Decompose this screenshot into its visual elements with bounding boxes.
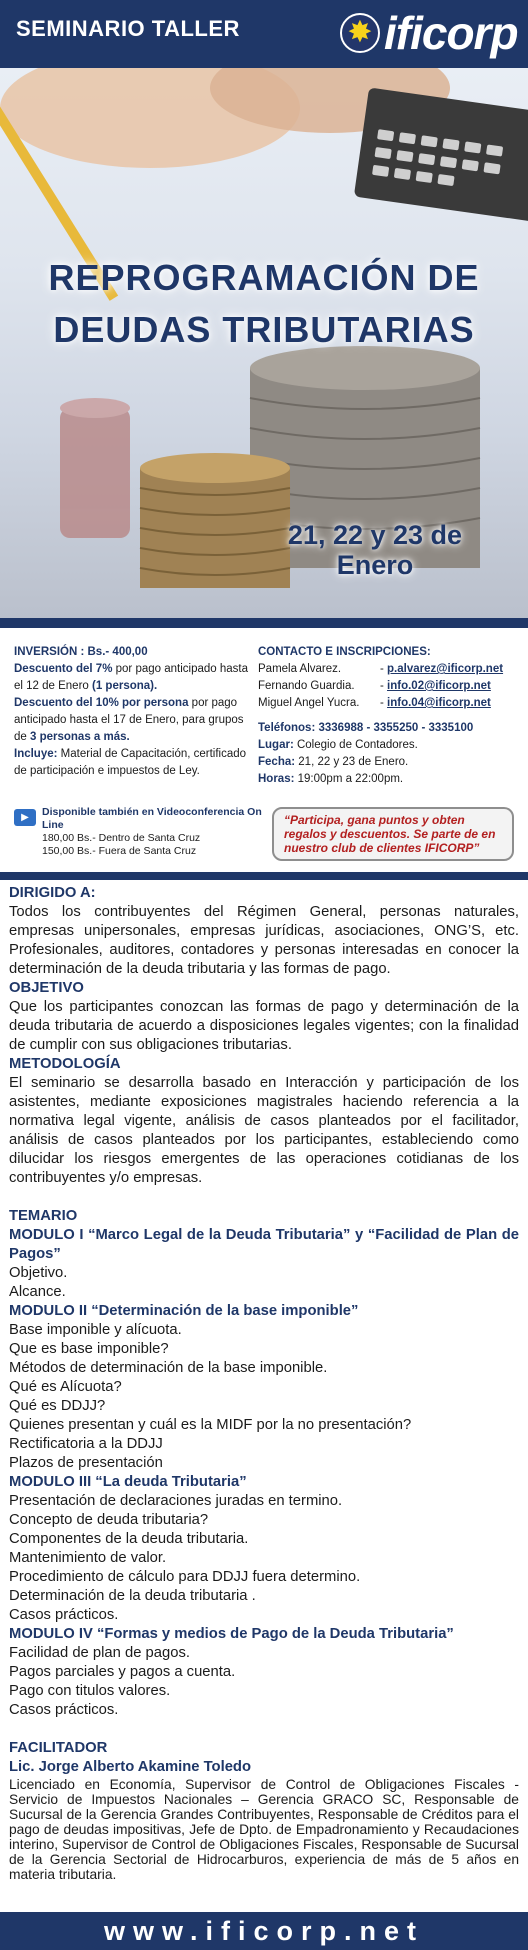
lugar-value: Colegio de Contadores. [296,739,418,751]
horas-label: Horas: [258,773,295,785]
contact-row: Miguel Angel Yucra. - info.04@ificorp.net [258,695,520,712]
facilitador-bio: Licenciado en Economía, Supervisor de Control de Obligaciones Fiscales - Servicio de Impuestos Nacionales – Gerencia GRACO SC, Responsable de Sucursal de la Gerencia Grandes Contribuyentes, Responsable de Créditos para el pago de deudas impositivas, Jefe de Dpto. de Empadronamiento y Recaudaciones interino, Supervisor de Control de Obligaciones Fiscales, Responsable de Sucursal de la Gerencia Sectorial de Hidrocarburos, experiencia de más de 5 años en materia tributaria. [9,1777,519,1882]
objetivo-heading: OBJETIVO [9,980,84,996]
date-line-2: Enero [336,550,414,580]
list-item: Quienes presentan y cuál es la MIDF por la no presentación? [9,1417,412,1433]
list-item: Casos prácticos. [9,1702,119,1718]
club-promo-box: “Participa, gana puntos y obten regalos y descuentos. Se parte de en nuestro club de clientes IFICORP” [272,807,514,861]
videoconference-note [14,806,264,858]
incluye-line [14,746,250,780]
title-line-1: REPROGRAMACIÓN DE [48,257,480,298]
contact-column [258,644,520,788]
telefonos-label: Teléfonos: [258,722,316,734]
seminar-details [9,884,519,1882]
list-item: Mantenimiento de valor. [9,1550,167,1566]
main-title [0,252,528,356]
ificorp-logo[interactable] [336,6,516,62]
date-line-1: 21, 22 y 23 de [287,520,463,550]
list-item: Casos prácticos. [9,1607,119,1623]
module-title: MODULO I “Marco Legal de la Deuda Tributaria” y “Facilidad de Plan de Pagos” [9,1227,519,1262]
list-item: Qué es Alícuota? [9,1379,122,1395]
telefonos-value: 3336988 - 3355250 - 3335100 [318,722,474,734]
list-item: Qué es DDJJ? [9,1398,106,1414]
dirigido-heading: DIRIGIDO A: [9,885,96,901]
hero-banner [0,68,528,628]
list-item: Alcance. [9,1284,66,1300]
list-item: Base imponible y alícuota. [9,1322,182,1338]
video-camera-icon: ▶ [14,809,36,826]
hero-divider [0,618,528,628]
video-price-outside: 150,00 Bs.- Fuera de Santa Cruz [42,845,197,857]
seminar-tag: SEMINARIO TALLER [16,16,240,41]
lugar-label: Lugar: [258,739,294,751]
module-title: MODULO III “La deuda Tributaria” [9,1474,247,1490]
list-item: Determinación de la deuda tributaria . [9,1588,256,1604]
contact-heading: CONTACTO E INSCRIPCIONES: [258,646,431,658]
discount-10-bold: Descuento del 10% por persona [14,697,189,709]
list-item: Facilidad de plan de pagos. [9,1645,190,1661]
contact-email-link[interactable]: info.04@ificorp.net [387,697,491,709]
metodologia-heading: METODOLOGÍA [9,1056,121,1072]
discount-7-text: por pago anticipado hasta el 12 de Enero [14,663,248,692]
telefonos-line [258,720,520,737]
contact-email-link[interactable]: p.alvarez@ificorp.net [387,663,504,675]
incluye-label: Incluye: [14,748,58,760]
inversion-label: INVERSIÓN : [14,646,85,658]
contact-name: Miguel Angel Yucra. [258,697,360,709]
dirigido-text: Todos los contribuyentes del Régimen General, personas naturales, empresas unipersonales, empresas jurídicas, asociaciones, ONG’S, etc. Profesionales, auditores, contadores y personas interesadas en conocer la determinación de la deuda tributaria y las formas de pago. [9,904,519,977]
objetivo-text: Que los participantes conozcan las formas de pago y determinación de la deuda tributaria de acuerdo a disposiciones legales vigentes; con la finalidad de cumplir con sus obligaciones tributarias. [9,999,519,1053]
list-item: Pago con titulos valores. [9,1683,171,1699]
contact-name: Fernando Guardia. [258,680,355,692]
inversion-value: Bs.- 400,00 [87,646,148,658]
list-item: Plazos de presentación [9,1455,163,1471]
info-section [0,628,528,872]
list-item: Métodos de determinación de la base imponible. [9,1360,328,1376]
contact-row: Fernando Guardia. - info.02@ificorp.net [258,678,520,695]
website-footer-link[interactable]: www.ificorp.net [0,1912,528,1950]
facilitador-name: Lic. Jorge Alberto Akamine Toledo [9,1759,251,1775]
temario-heading: TEMARIO [9,1208,78,1224]
fecha-label: Fecha: [258,756,296,768]
discount-7 [14,661,250,695]
horas-line [258,771,520,788]
module-title: MODULO II “Determinación de la base imponible” [9,1303,359,1319]
list-item: Presentación de declaraciones juradas en termino. [9,1493,343,1509]
lugar-line [258,737,520,754]
list-item: Objetivo. [9,1265,68,1281]
section-divider [0,872,528,880]
contact-name: Pamela Alvarez. [258,663,342,675]
discount-10-text: por pago anticipado hasta el 17 de Enero, para grupos de [14,697,244,743]
discount-10-tail: 3 personas a más. [30,731,130,743]
logo-wordmark: ificorp [384,7,518,59]
discount-7-bold: Descuento del 7% [14,663,113,675]
discount-7-tail: (1 persona). [92,680,158,692]
fecha-line [258,754,520,771]
event-date [240,520,510,580]
list-item: Rectificatoria a la DDJJ [9,1436,163,1452]
list-item: Pagos parciales y pagos a cuenta. [9,1664,236,1680]
inversion-line [14,644,250,661]
contact-row: Pamela Alvarez. - p.alvarez@ificorp.net [258,661,520,678]
header-bar [0,0,528,68]
incluye-text: Material de Capacitación, certificado de participación e impuestos de Ley. [14,748,247,777]
star-icon: ✸ [340,13,380,53]
module-title: MODULO IV “Formas y medios de Pago de la Deuda Tributaria” [9,1626,454,1642]
discount-10 [14,695,250,746]
list-item: Que es base imponible? [9,1341,169,1357]
list-item: Componentes de la deuda tributaria. [9,1531,249,1547]
video-price-local: 180,00 Bs.- Dentro de Santa Cruz [42,832,201,844]
pricing-column [14,644,250,780]
facilitador-heading: FACILITADOR [9,1740,108,1756]
contact-email-link[interactable]: info.02@ificorp.net [387,680,491,692]
video-title: Disponible también en Videoconferencia On Line [42,806,262,831]
horas-value: 19:00pm a 22:00pm. [297,773,404,785]
list-item: Concepto de deuda tributaria? [9,1512,209,1528]
fecha-value: 21, 22 y 23 de Enero. [298,756,409,768]
list-item: Procedimiento de cálculo para DDJJ fuera determino. [9,1569,361,1585]
metodologia-text: El seminario se desarrolla basado en Interacción y participación de los asistentes, mediante exposiciones magistrales haciendo referencia a la normativa legal vigente, análisis de casos planteados por el facilitador, análisis de casos planteados por los participantes, estableciendo como dilucidar los riesgos emergentes de las operaciones cotidianas de los contribuyentes y/o empresas. [9,1075,519,1186]
title-line-2: DEUDAS TRIBUTARIAS [53,309,475,350]
